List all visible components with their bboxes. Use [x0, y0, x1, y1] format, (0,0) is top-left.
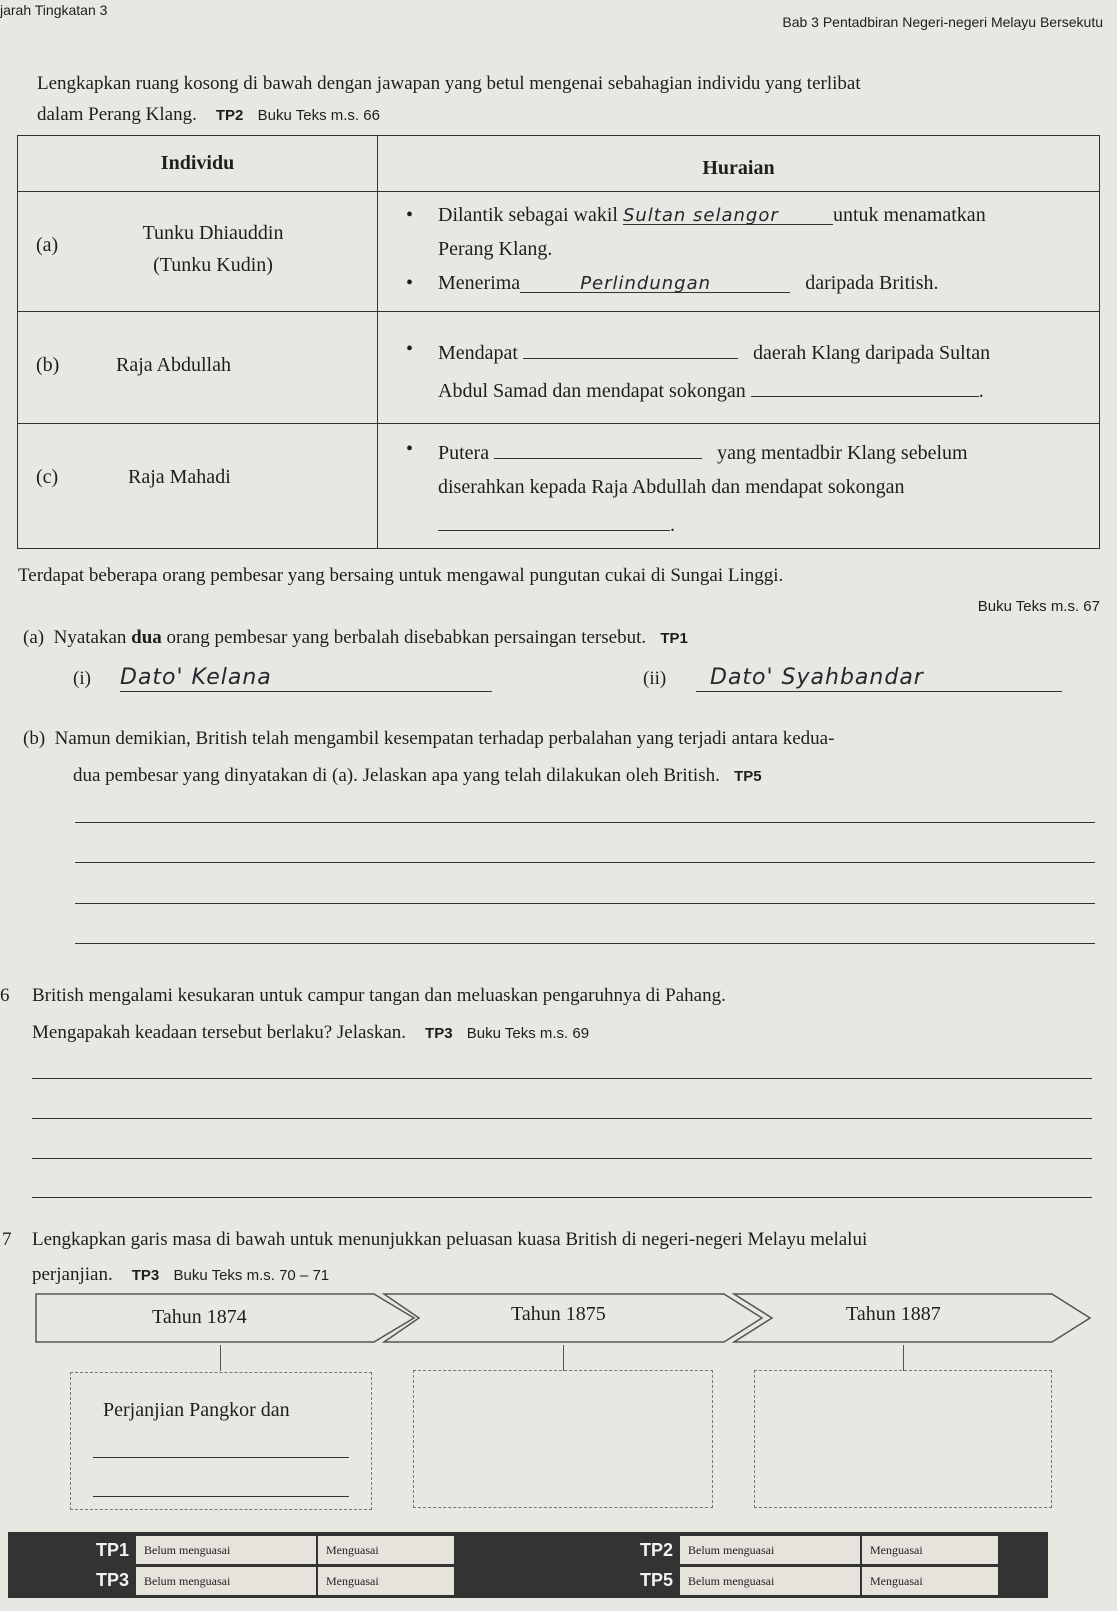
timeline-year-3: Tahun 1887	[846, 1303, 941, 1325]
individual-cell: (c) Raja Mahadi	[18, 424, 378, 549]
answer-line[interactable]	[32, 1118, 1092, 1119]
q5a-ii-label: (ii)	[643, 668, 667, 689]
answer-line[interactable]	[93, 1457, 349, 1458]
q7-number: 7	[2, 1229, 12, 1250]
tp-level: TP5	[734, 768, 762, 785]
chapter-title: Bab 3 Pentadbiran Negeri-negeri Melayu Bersekutu	[782, 14, 1103, 30]
description-cell	[378, 192, 1100, 312]
tp-level: TP3	[425, 1025, 453, 1042]
tp-level: TP1	[660, 630, 688, 647]
not-mastered-checkbox[interactable]: Belum menguasai	[136, 1567, 316, 1595]
question-intro-line1: Lengkapkan ruang kosong di bawah dengan jawapan yang betul mengenai sebahagian individu yang terlibat	[37, 73, 861, 94]
description-bullet: • Menerima Perlindungan daripada British.	[438, 266, 1079, 300]
textbook-reference: Buku Teks m.s. 70 – 71	[173, 1267, 330, 1284]
q7-question: Lengkapkan garis masa di bawah untuk menunjukkan peluasan kuasa British di negeri-negeri Melayu melalui perjanjian. TP3 Buku Teks m.s. 70 – 71	[32, 1229, 868, 1285]
q5-intro: Terdapat beberapa orang pembesar yang bersaing untuk mengawal pungutan cukai di Sungai Linggi.	[18, 565, 784, 586]
timeline-connector	[903, 1345, 904, 1371]
q6-question: British mengalami kesukaran untuk campur tangan dan meluaskan pengaruhnya di Pahang. Mengapakah keadaan tersebut berlaku? Jelaskan. TP3 Buku Teks m.s. 69	[32, 985, 726, 1043]
mastery-level-bar	[8, 1532, 1048, 1598]
timeline-answer-box-3[interactable]	[754, 1370, 1052, 1508]
table-header-row	[18, 136, 1100, 192]
timeline-answer-box-1[interactable]: Perjanjian Pangkor dan	[70, 1372, 372, 1510]
description-cell	[378, 424, 1100, 549]
mastered-checkbox[interactable]: Menguasai	[318, 1567, 454, 1595]
description-bullet: • Putera yang mentadbir Klang sebelum diserahkan kepada Raja Abdullah dan mendapat sokongan .	[438, 432, 1079, 542]
q5a-ii-answer[interactable]: Dato' Syahbandar	[696, 665, 1062, 692]
not-mastered-checkbox[interactable]: Belum menguasai	[680, 1567, 860, 1595]
answer-blank[interactable]	[751, 370, 979, 397]
answer-line[interactable]	[32, 1078, 1092, 1079]
individual-cell: (a) Tunku Dhiauddin (Tunku Kudin)	[18, 192, 378, 312]
header-huraian: Huraian	[378, 136, 1100, 192]
tp3-badge: TP3	[96, 1570, 130, 1590]
answer-blank[interactable]	[523, 332, 738, 359]
timeline-connector	[563, 1345, 564, 1371]
individual-table	[17, 135, 1100, 549]
q5a-question: (a) Nyatakan dua orang pembesar yang berbalah disebabkan persaingan tersebut. TP1	[23, 627, 688, 648]
chapter-subject: jarah Tingkatan 3	[0, 2, 108, 18]
q5a-i-label: (i)	[73, 668, 91, 689]
table-row	[18, 192, 1100, 312]
answer-line[interactable]	[75, 862, 1095, 863]
timeline-year-1: Tahun 1874	[152, 1306, 247, 1328]
description-bullet: • Mendapat daerah Klang daripada Sultan Abdul Samad dan mendapat sokongan .	[438, 332, 1079, 408]
answer-blank[interactable]: Perlindungan	[520, 266, 790, 293]
tp1-badge: TP1	[96, 1540, 130, 1560]
description-cell	[378, 312, 1100, 424]
timeline-answer-box-2[interactable]	[413, 1370, 713, 1508]
answer-blank[interactable]	[494, 432, 702, 459]
answer-line[interactable]	[93, 1496, 349, 1497]
q5a-i-answer[interactable]: Dato' Kelana	[120, 665, 492, 692]
header-individu: Individu	[18, 136, 378, 192]
textbook-reference: Buku Teks m.s. 69	[466, 1025, 590, 1042]
q5b-question: (b) Namun demikian, British telah mengambil kesempatan terhadap perbalahan yang terjadi antara kedua- dua pembesar yang dinyatakan di (a). Jelaskan apa yang telah dilakukan oleh British. TP5	[23, 728, 835, 786]
question-intro-line2: dalam Perang Klang. TP2 Buku Teks m.s. 66	[37, 104, 380, 125]
tp2-badge: TP2	[640, 1540, 674, 1560]
tp5-badge: TP5	[640, 1570, 674, 1590]
tp-level: TP2	[215, 107, 244, 124]
answer-line[interactable]	[75, 822, 1095, 823]
timeline-connector	[220, 1345, 221, 1371]
table-row	[18, 424, 1100, 549]
individual-cell: (b) Raja Abdullah	[18, 312, 378, 424]
mastered-checkbox[interactable]: Menguasai	[862, 1536, 998, 1564]
answer-line[interactable]	[32, 1197, 1092, 1198]
answer-blank[interactable]	[438, 504, 670, 531]
description-bullet: • Dilantik sebagai wakil Sultan selangor untuk menamatkan Perang Klang.	[438, 198, 1079, 266]
q6-number: 6	[0, 985, 10, 1006]
tp-level: TP3	[131, 1267, 160, 1284]
table-row	[18, 312, 1100, 424]
answer-line[interactable]	[75, 943, 1095, 944]
answer-line[interactable]	[32, 1158, 1092, 1159]
mastered-checkbox[interactable]: Menguasai	[862, 1567, 998, 1595]
not-mastered-checkbox[interactable]: Belum menguasai	[136, 1536, 316, 1564]
not-mastered-checkbox[interactable]: Belum menguasai	[680, 1536, 860, 1564]
answer-line[interactable]	[75, 903, 1095, 904]
textbook-reference: Buku Teks m.s. 66	[257, 107, 380, 124]
question-intro	[37, 68, 1112, 131]
timeline-year-2: Tahun 1875	[511, 1303, 606, 1325]
q5-textbook-reference: Buku Teks m.s. 67	[977, 598, 1100, 615]
answer-blank[interactable]: Sultan selangor	[623, 198, 833, 225]
mastered-checkbox[interactable]: Menguasai	[318, 1536, 454, 1564]
